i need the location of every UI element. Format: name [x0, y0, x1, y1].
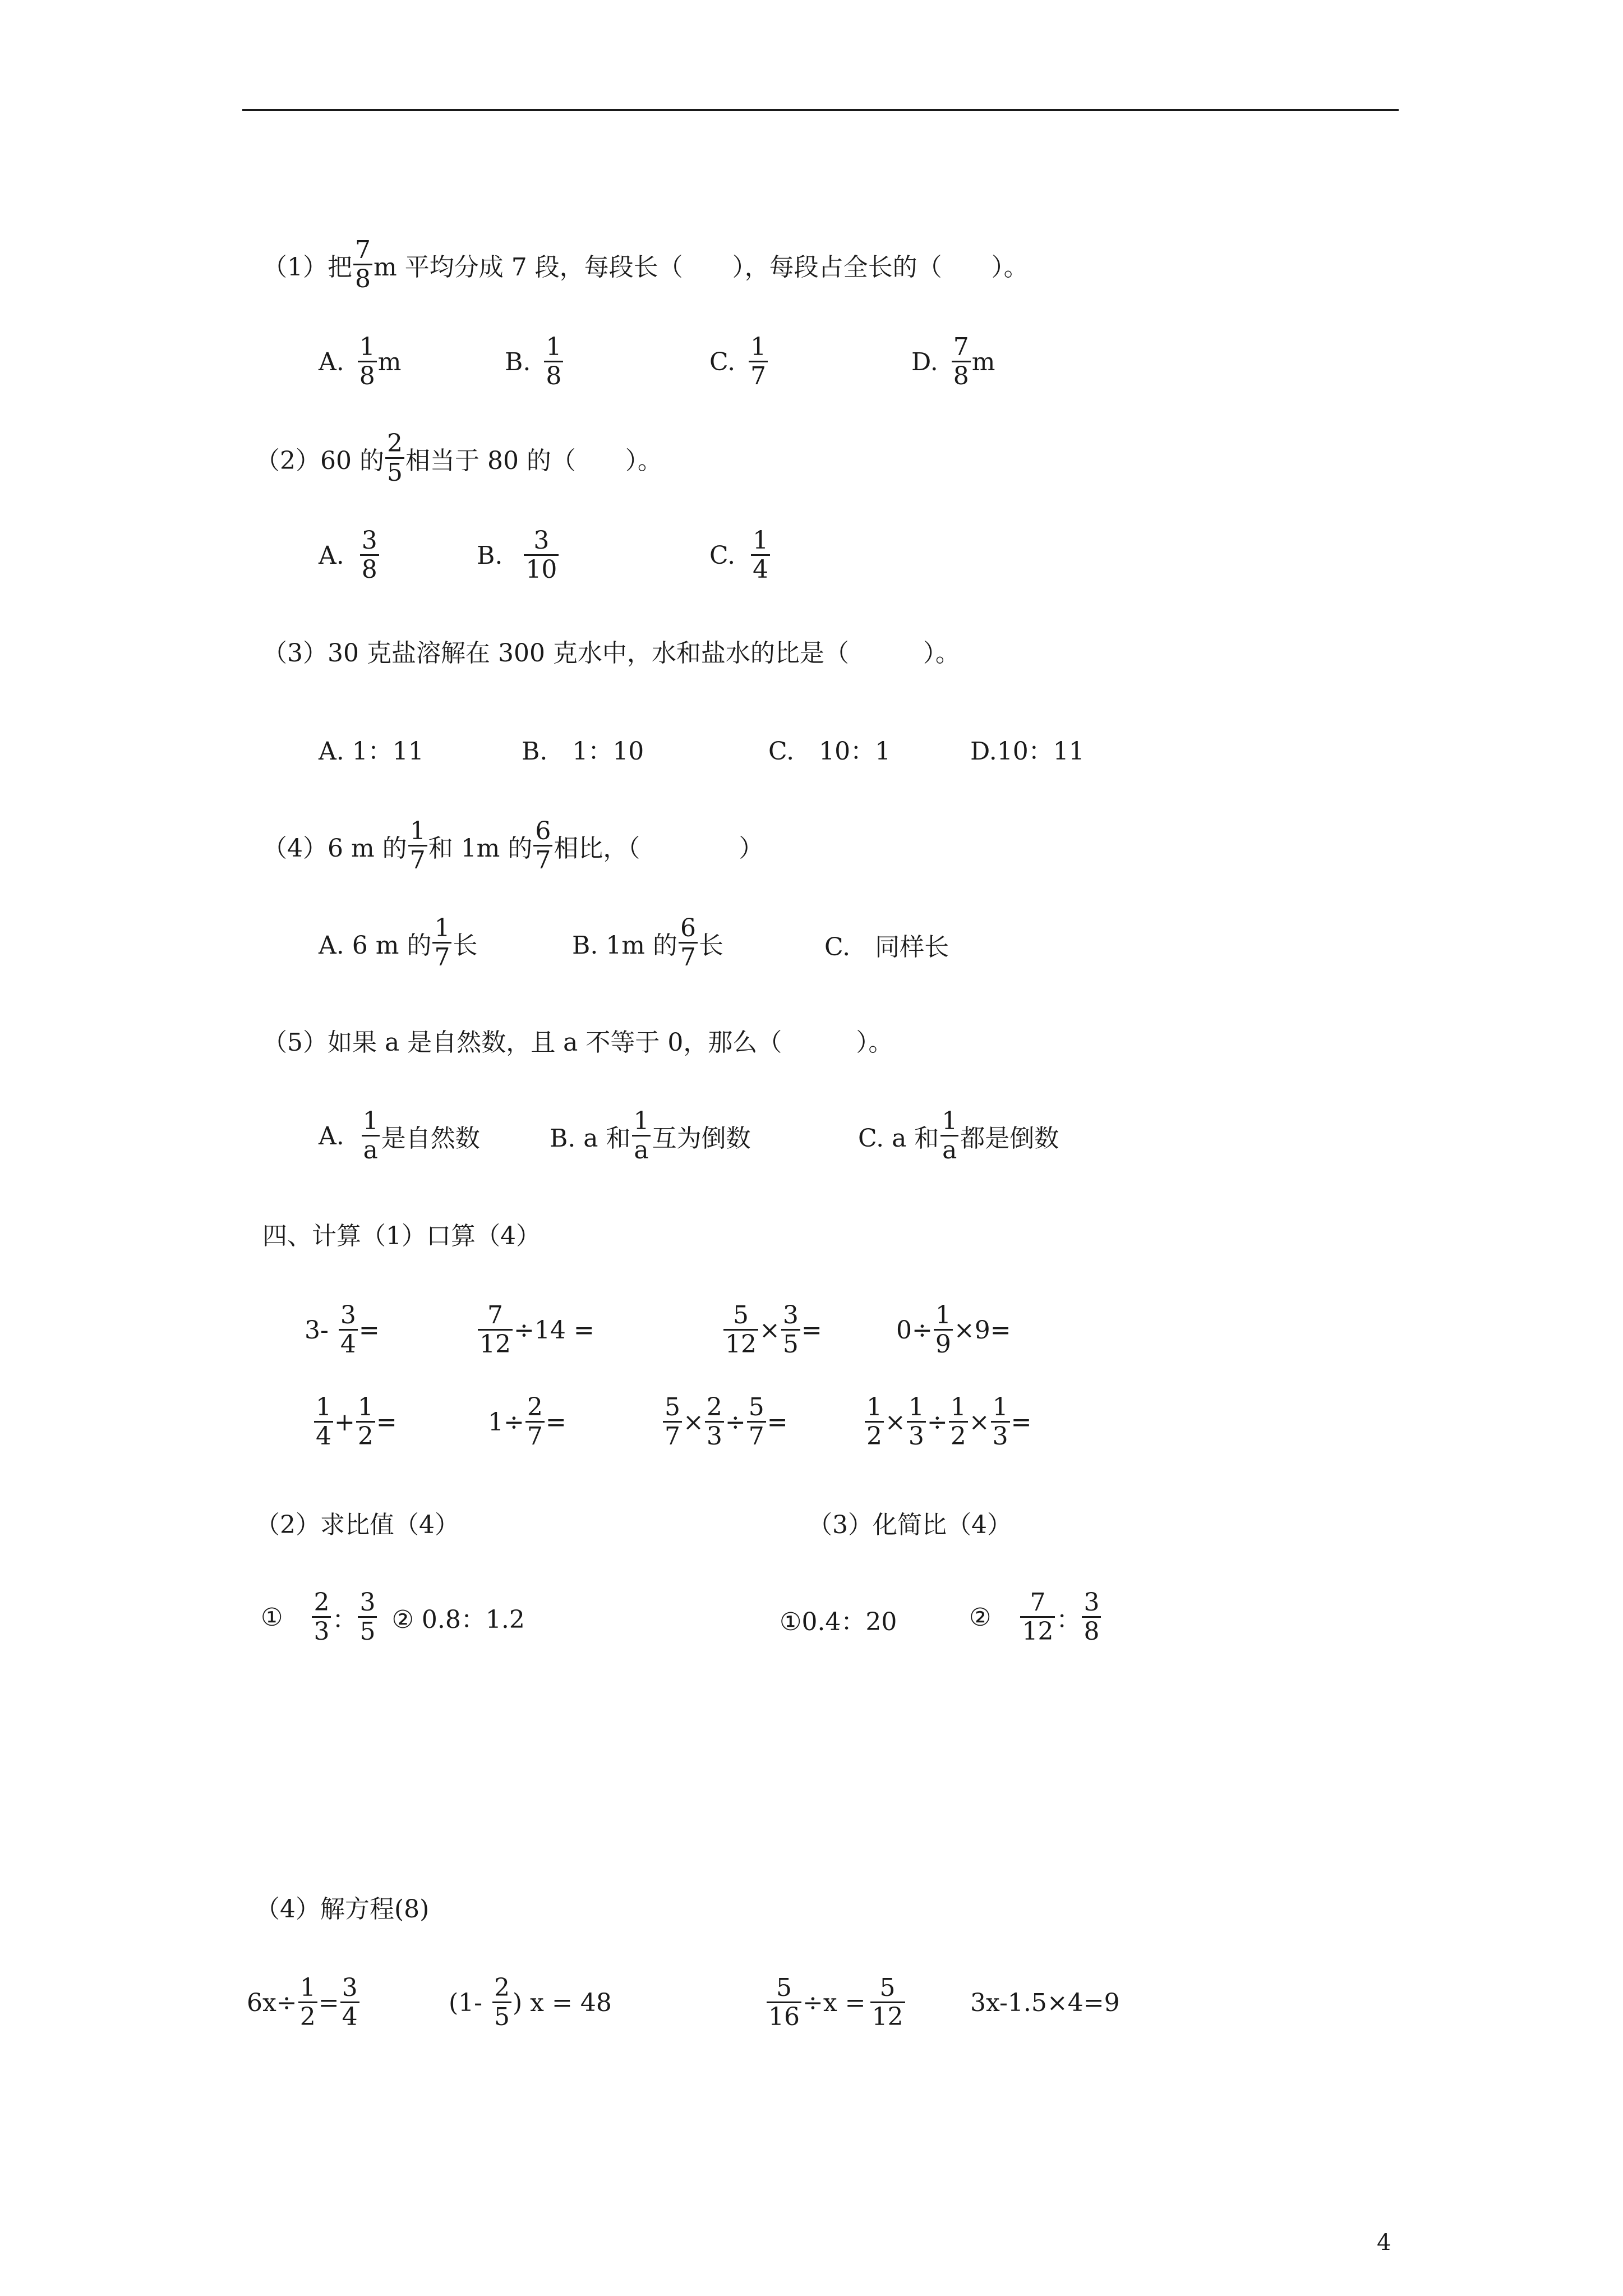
fraction: $\frac{1}{9}$: [934, 1303, 953, 1357]
question-2-text: 相当于 80 的（ ）。: [405, 447, 662, 475]
fraction: $\frac{1}{2}$: [949, 1395, 968, 1449]
question-1: [262, 223, 1029, 307]
question-5: （5）如果 a 是自然数，且 a 不等于 0，那么（ ）。: [262, 1028, 893, 1057]
fraction: $\frac{1}{8}$: [544, 334, 563, 389]
q5-option-b: B. a 和 $\frac{1}{a}$ 互为倒数: [550, 1107, 751, 1165]
ratio-expr-2: ② 0.8：1.2: [391, 1605, 525, 1634]
question-2: [255, 416, 662, 500]
section-title: 四、计算（1）口算（4）: [262, 1222, 541, 1250]
fraction: $\frac{1}{7}$: [408, 818, 427, 873]
fraction: $\frac{1}{8}$: [358, 334, 377, 389]
ratio-expr-1: ① $\frac{2}{3}$ ： $\frac{3}{5}$ ② 0.8：1.2: [261, 1588, 525, 1646]
fraction: $\frac{6}{7}$: [533, 818, 552, 873]
q1-option-a: A. $\frac{1}{8}$ m: [319, 333, 402, 390]
question-3: （3）30 克盐溶解在 300 克水中，水和盐水的比是（ ）。: [262, 639, 960, 668]
fraction: $\frac{1}{3}$: [991, 1395, 1010, 1449]
fraction: $\frac{2}{5}$: [492, 1975, 511, 2030]
fraction: $\frac{3}{4}$: [339, 1303, 358, 1357]
oral-expr-7: $\frac{5}{7}$ × $\frac{2}{3}$ ÷ $\frac{5}{7}$ =: [662, 1380, 788, 1464]
question-1-text: m 平均分成 7 段，每段长（ ），每段占全长的（ ）。: [374, 253, 1029, 282]
fraction: $\frac{5}{16}$: [767, 1975, 801, 2030]
fraction: $\frac{6}{7}$: [679, 915, 698, 970]
page-number: 4: [1377, 2230, 1391, 2256]
fraction: $\frac{2}{7}$: [525, 1395, 545, 1449]
q5-option-c: C. a 和 $\frac{1}{a}$ 都是倒数: [858, 1107, 1059, 1165]
fraction: $\frac{3}{10}$: [524, 528, 559, 582]
fraction: $\frac{5}{7}$: [747, 1395, 766, 1449]
q2-option-c: C. $\frac{1}{4}$: [709, 513, 771, 597]
equation-4: 3x-1.5×4=9: [970, 1989, 1120, 2017]
fraction: $\frac{1}{a}$: [940, 1108, 959, 1163]
fraction: $\frac{7}{12}$: [478, 1303, 513, 1357]
fraction: $\frac{3}{5}$: [781, 1303, 800, 1357]
q3-option-a: A. 1：11: [319, 737, 424, 766]
fraction: $\frac{3}{8}$: [1082, 1590, 1101, 1644]
q5-option-a: A. $\frac{1}{a}$ 是自然数: [319, 1107, 480, 1165]
oral-expr-6: 1÷ $\frac{2}{7}$ =: [488, 1393, 566, 1451]
fraction: $\frac{5}{7}$: [663, 1395, 682, 1449]
fraction: $\frac{7}{8}$: [952, 334, 971, 389]
fraction: $\frac{3}{5}$: [358, 1590, 377, 1644]
fraction: $\frac{1}{2}$: [356, 1395, 375, 1449]
q1-option-d: D. $\frac{7}{8}$ m: [911, 333, 995, 390]
fraction: $\frac{3}{8}$: [360, 528, 379, 582]
fraction: $\frac{7}{8}$: [353, 237, 372, 292]
oral-expr-5: $\frac{1}{4}$ + $\frac{1}{2}$ =: [313, 1380, 397, 1464]
fraction: $\frac{7}{12}$: [1020, 1590, 1055, 1644]
question-2-lead: （2）60 的: [255, 447, 384, 475]
q1-option-c: C. $\frac{1}{7}$: [709, 320, 769, 404]
fraction: $\frac{1}{2}$: [865, 1395, 884, 1449]
fraction: $\frac{1}{2}$: [298, 1975, 317, 2030]
fraction: $\frac{2}{3}$: [705, 1395, 724, 1449]
oral-expr-4: 0÷ $\frac{1}{9}$ ×9=: [896, 1301, 1011, 1359]
equation-2: (1- $\frac{2}{5}$ ) x = 48: [449, 1973, 612, 2031]
oral-expr-2: $\frac{7}{12}$ ÷14 =: [477, 1288, 594, 1372]
fraction: $\frac{1}{7}$: [432, 915, 451, 970]
fraction: $\frac{5}{12}$: [723, 1303, 758, 1357]
q2-option-a: A. $\frac{3}{8}$: [319, 513, 380, 597]
oral-expr-8: $\frac{1}{2}$ × $\frac{1}{3}$ ÷ $\frac{1}{2}$ × $\frac{1}{3}$ =: [864, 1380, 1032, 1464]
question-4: （4）6 m 的 $\frac{1}{7}$ 和 1m 的 $\frac{6}{7}$ 相比，（ ）: [262, 817, 764, 875]
equations-title: （4）解方程(8): [255, 1895, 430, 1924]
equation-3: $\frac{5}{16}$ ÷x = $\frac{5}{12}$: [766, 1961, 906, 2045]
fraction: $\frac{5}{12}$: [870, 1975, 905, 2030]
fraction: $\frac{1}{a}$: [632, 1108, 651, 1163]
q4-option-b: B. 1m 的 $\frac{6}{7}$ 长: [572, 914, 724, 972]
equation-1: 6x÷ $\frac{1}{2}$ = $\frac{3}{4}$: [247, 1961, 361, 2045]
q2-option-b: B. $\frac{3}{10}$: [477, 513, 560, 597]
simplify-expr-2: ② $\frac{7}{12}$ ： $\frac{3}{8}$: [969, 1575, 1102, 1659]
header-rule: [242, 109, 1399, 111]
ratio-value-title: （2）求比值（4）: [255, 1511, 459, 1539]
oral-expr-3: $\frac{5}{12}$ × $\frac{3}{5}$ =: [722, 1288, 822, 1372]
q4-option-a: A. 6 m 的 $\frac{1}{7}$ 长: [319, 914, 478, 972]
q4-option-c: C. 同样长: [824, 933, 949, 961]
simplify-expr-1: ①0.4：20: [780, 1608, 897, 1636]
fraction: $\frac{1}{7}$: [749, 334, 768, 389]
fraction: $\frac{3}{4}$: [340, 1975, 359, 2030]
fraction: $\frac{1}{3}$: [907, 1395, 926, 1449]
q3-option-c: C. 10：1: [768, 737, 891, 766]
q1-option-b: B. $\frac{1}{8}$: [505, 320, 564, 404]
fraction: $\frac{1}{4}$: [314, 1395, 333, 1449]
fraction: $\frac{1}{a}$: [361, 1108, 380, 1163]
fraction: $\frac{1}{4}$: [751, 528, 770, 582]
fraction: $\frac{2}{5}$: [385, 431, 404, 485]
fraction: $\frac{2}{3}$: [312, 1590, 331, 1644]
question-1-lead: （1）把: [262, 253, 352, 282]
q3-option-b: B. 1：10: [522, 737, 644, 766]
q3-option-d: D.10：11: [970, 737, 1085, 766]
oral-expr-1: 3- $\frac{3}{4}$ =: [305, 1301, 380, 1359]
simplify-ratio-title: （3）化简比（4）: [808, 1511, 1012, 1539]
